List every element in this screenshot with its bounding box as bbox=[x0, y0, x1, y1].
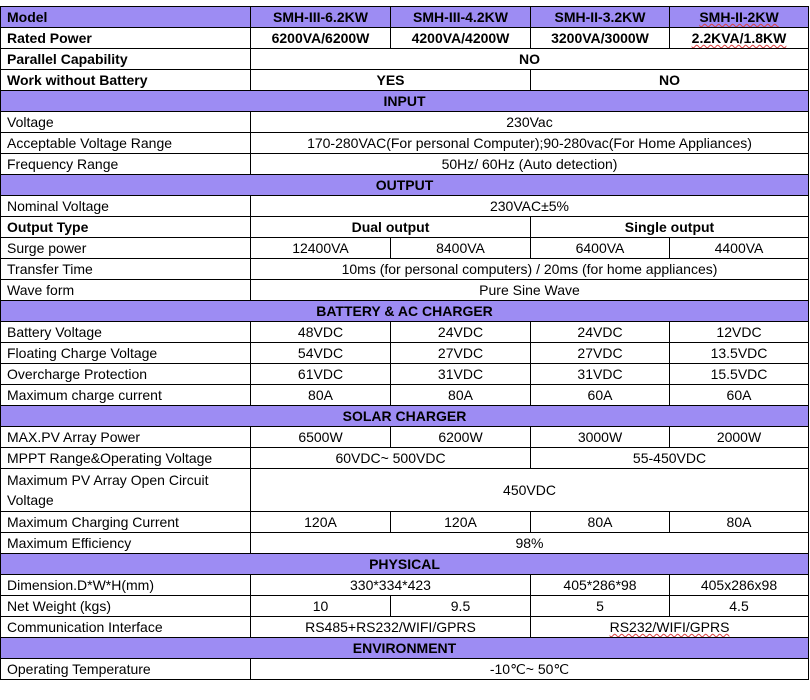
charging-current-row bbox=[1, 512, 809, 533]
transfer-value: 10ms (for personal computers) / 20ms (for home appliances) bbox=[251, 259, 809, 280]
mppt-row bbox=[1, 448, 809, 469]
mppt-group-a: 60VDC~ 500VDC bbox=[251, 448, 531, 469]
efficiency-label: Maximum Efficiency bbox=[1, 533, 251, 554]
comm-group-b-text: RS232/WIFI/GPRS bbox=[609, 619, 730, 635]
input-section-title: INPUT bbox=[1, 91, 809, 112]
frequency-row bbox=[1, 154, 809, 175]
parallel-label: Parallel Capability bbox=[1, 49, 251, 70]
surge-1: 12400VA bbox=[251, 238, 391, 259]
floating-row bbox=[1, 343, 809, 364]
environment-section-title: ENVIRONMENT bbox=[1, 638, 809, 659]
open-circuit-value: 450VDC bbox=[251, 469, 809, 512]
mppt-group-b: 55-450VDC bbox=[531, 448, 809, 469]
transfer-label: Transfer Time bbox=[1, 259, 251, 280]
acceptable-range-value: 170-280VAC(For personal Computer);90-280vac(For Home Appliances) bbox=[251, 133, 809, 154]
comm-group-a: RS485+RS232/WIFI/GPRS bbox=[251, 617, 531, 638]
overcharge-3: 31VDC bbox=[531, 364, 670, 385]
output-type-row bbox=[1, 217, 809, 238]
model-row bbox=[1, 7, 809, 28]
pv-power-4: 2000W bbox=[670, 427, 809, 448]
efficiency-row bbox=[1, 533, 809, 554]
environment-section-row bbox=[1, 638, 809, 659]
output-section-title: OUTPUT bbox=[1, 175, 809, 196]
no-battery-group-a: YES bbox=[251, 70, 531, 91]
transfer-row bbox=[1, 259, 809, 280]
surge-4: 4400VA bbox=[670, 238, 809, 259]
open-circuit-label: Maximum PV Array Open Circuit Voltage bbox=[1, 469, 251, 512]
max-charge-current-4: 60A bbox=[670, 385, 809, 406]
output-type-group-b: Single output bbox=[531, 217, 809, 238]
output-section-row bbox=[1, 175, 809, 196]
rated-power-label: Rated Power bbox=[1, 28, 251, 49]
physical-section-title: PHYSICAL bbox=[1, 554, 809, 575]
max-charge-current-row bbox=[1, 385, 809, 406]
input-voltage-value: 230Vac bbox=[251, 112, 809, 133]
floating-label: Floating Charge Voltage bbox=[1, 343, 251, 364]
frequency-label: Frequency Range bbox=[1, 154, 251, 175]
floating-4: 13.5VDC bbox=[670, 343, 809, 364]
pv-power-3: 3000W bbox=[531, 427, 670, 448]
charging-current-1: 120A bbox=[251, 512, 391, 533]
output-type-label: Output Type bbox=[1, 217, 251, 238]
rated-power-1: 6200VA/6200W bbox=[251, 28, 391, 49]
weight-1: 10 bbox=[251, 596, 391, 617]
charging-current-4: 80A bbox=[670, 512, 809, 533]
weight-4: 4.5 bbox=[670, 596, 809, 617]
battery-section-row bbox=[1, 301, 809, 322]
max-charge-current-2: 80A bbox=[391, 385, 531, 406]
weight-row bbox=[1, 596, 809, 617]
battery-voltage-3: 24VDC bbox=[531, 322, 670, 343]
acceptable-range-label: Acceptable Voltage Range bbox=[1, 133, 251, 154]
floating-1: 54VDC bbox=[251, 343, 391, 364]
frequency-value: 50Hz/ 60Hz (Auto detection) bbox=[251, 154, 809, 175]
rated-power-2: 4200VA/4200W bbox=[391, 28, 531, 49]
no-battery-group-b: NO bbox=[531, 70, 809, 91]
acceptable-range-row bbox=[1, 133, 809, 154]
rated-power-4-text: 2.2KVA/1.8KW bbox=[691, 30, 787, 46]
nominal-voltage-row bbox=[1, 196, 809, 217]
open-circuit-row bbox=[1, 469, 809, 512]
surge-3: 6400VA bbox=[531, 238, 670, 259]
battery-section-title: BATTERY & AC CHARGER bbox=[1, 301, 809, 322]
surge-label: Surge power bbox=[1, 238, 251, 259]
battery-voltage-2: 24VDC bbox=[391, 322, 531, 343]
charging-current-3: 80A bbox=[531, 512, 670, 533]
overcharge-label: Overcharge Protection bbox=[1, 364, 251, 385]
no-battery-label: Work without Battery bbox=[1, 70, 251, 91]
surge-2: 8400VA bbox=[391, 238, 531, 259]
output-type-group-a: Dual output bbox=[251, 217, 531, 238]
dimension-4: 405x286x98 bbox=[670, 575, 809, 596]
max-charge-current-3: 60A bbox=[531, 385, 670, 406]
solar-section-row bbox=[1, 406, 809, 427]
input-voltage-label: Voltage bbox=[1, 112, 251, 133]
mppt-label: MPPT Range&Operating Voltage bbox=[1, 448, 251, 469]
pv-power-2: 6200W bbox=[391, 427, 531, 448]
overcharge-row bbox=[1, 364, 809, 385]
max-charge-current-label: Maximum charge current bbox=[1, 385, 251, 406]
floating-2: 27VDC bbox=[391, 343, 531, 364]
spec-table bbox=[0, 6, 809, 680]
nominal-voltage-label: Nominal Voltage bbox=[1, 196, 251, 217]
dimension-label: Dimension.D*W*H(mm) bbox=[1, 575, 251, 596]
nominal-voltage-value: 230VAC±5% bbox=[251, 196, 809, 217]
physical-section-row bbox=[1, 554, 809, 575]
rated-power-3: 3200VA/3000W bbox=[531, 28, 670, 49]
parallel-value: NO bbox=[251, 49, 809, 70]
comm-label: Communication Interface bbox=[1, 617, 251, 638]
solar-section-title: SOLAR CHARGER bbox=[1, 406, 809, 427]
dimension-group-a: 330*334*423 bbox=[251, 575, 531, 596]
wave-row bbox=[1, 280, 809, 301]
no-battery-row bbox=[1, 70, 809, 91]
rated-power-row bbox=[1, 28, 809, 49]
model-label: Model bbox=[1, 7, 251, 28]
pv-power-label: MAX.PV Array Power bbox=[1, 427, 251, 448]
weight-label: Net Weight (kgs) bbox=[1, 596, 251, 617]
temperature-value: -10℃~ 50℃ bbox=[251, 659, 809, 680]
charging-current-2: 120A bbox=[391, 512, 531, 533]
input-section-row bbox=[1, 91, 809, 112]
wave-value: Pure Sine Wave bbox=[251, 280, 809, 301]
surge-row bbox=[1, 238, 809, 259]
temperature-row bbox=[1, 659, 809, 680]
max-charge-current-1: 80A bbox=[251, 385, 391, 406]
wave-label: Wave form bbox=[1, 280, 251, 301]
model-1: SMH-III-6.2KW bbox=[251, 7, 391, 28]
overcharge-1: 61VDC bbox=[251, 364, 391, 385]
charging-current-label: Maximum Charging Current bbox=[1, 512, 251, 533]
floating-3: 27VDC bbox=[531, 343, 670, 364]
battery-voltage-1: 48VDC bbox=[251, 322, 391, 343]
overcharge-4: 15.5VDC bbox=[670, 364, 809, 385]
input-voltage-row bbox=[1, 112, 809, 133]
overcharge-2: 31VDC bbox=[391, 364, 531, 385]
rated-power-4 bbox=[670, 28, 809, 49]
model-3: SMH-II-3.2KW bbox=[531, 7, 670, 28]
battery-voltage-label: Battery Voltage bbox=[1, 322, 251, 343]
model-4 bbox=[670, 7, 809, 28]
comm-group-b bbox=[531, 617, 809, 638]
weight-3: 5 bbox=[531, 596, 670, 617]
comm-row bbox=[1, 617, 809, 638]
efficiency-value: 98% bbox=[251, 533, 809, 554]
battery-voltage-row bbox=[1, 322, 809, 343]
pv-power-row bbox=[1, 427, 809, 448]
model-4-text: SMH-II-2KW bbox=[699, 9, 779, 25]
temperature-label: Operating Temperature bbox=[1, 659, 251, 680]
parallel-row bbox=[1, 49, 809, 70]
pv-power-1: 6500W bbox=[251, 427, 391, 448]
model-2: SMH-III-4.2KW bbox=[391, 7, 531, 28]
weight-2: 9.5 bbox=[391, 596, 531, 617]
battery-voltage-4: 12VDC bbox=[670, 322, 809, 343]
dimension-3: 405*286*98 bbox=[531, 575, 670, 596]
dimension-row bbox=[1, 575, 809, 596]
